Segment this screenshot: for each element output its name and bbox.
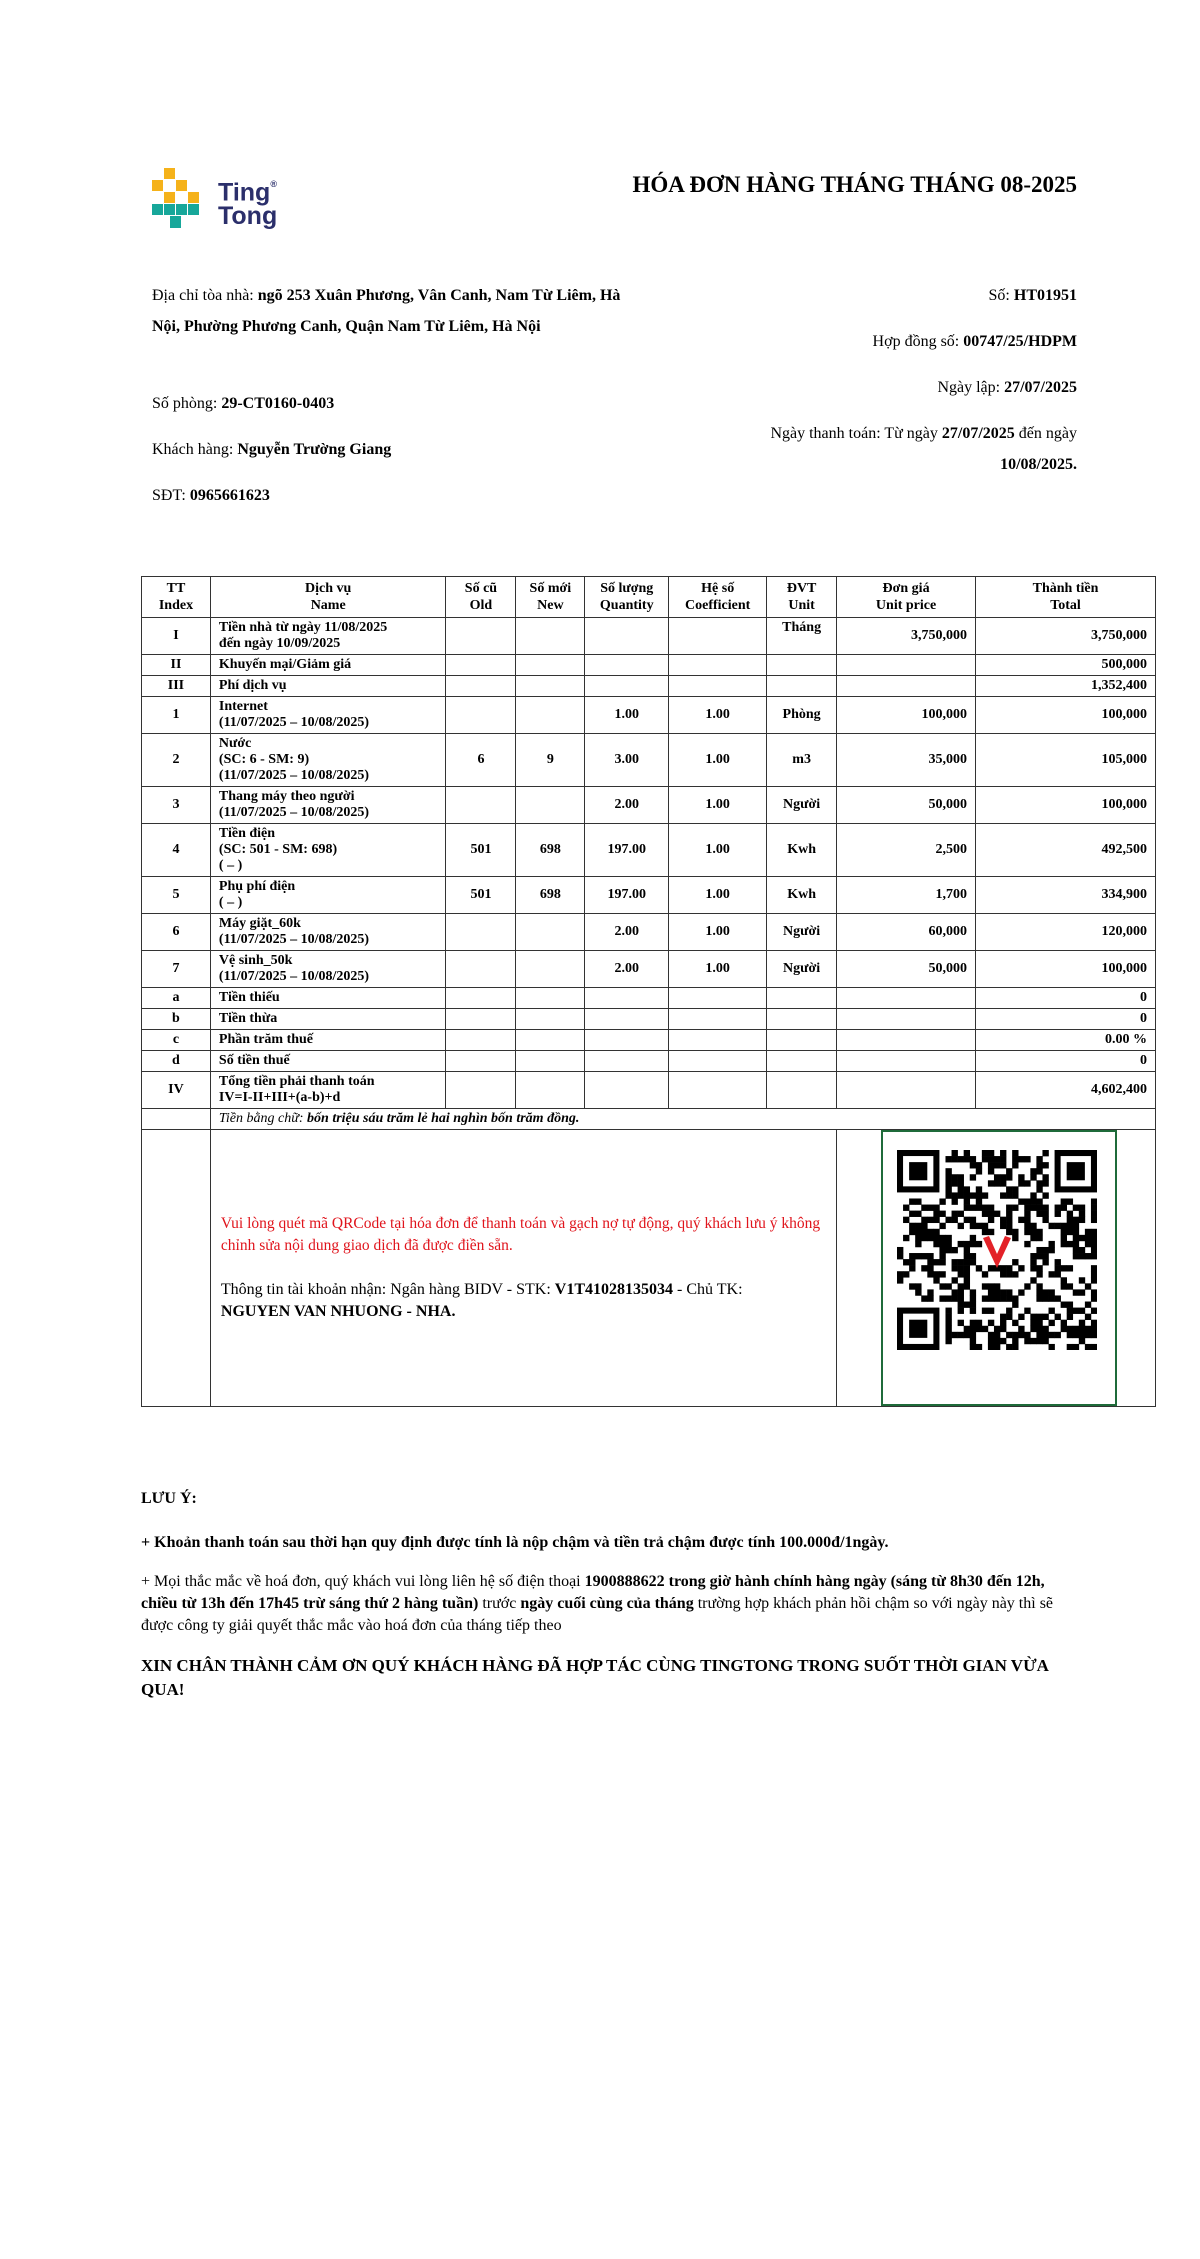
cell-unit <box>767 988 837 1009</box>
cell-name: Tiền nhà từ ngày 11/08/2025 đến ngày 10/09/2025 <box>210 618 446 655</box>
payment-period: Ngày thanh toán: Từ ngày 27/07/2025 đến ngày 10/08/2025. <box>770 425 1077 473</box>
customer-name: Khách hàng: Nguyễn Trường Giang <box>152 441 392 458</box>
cell-total: 0 <box>976 1009 1156 1030</box>
tingtong-logo-mark <box>150 168 214 230</box>
table-row <box>142 697 1156 734</box>
column-header: ĐVT Unit <box>767 577 837 618</box>
cell-price <box>837 988 976 1009</box>
qr-code[interactable] <box>881 1130 1117 1406</box>
invoice-number: Số: HT01951 <box>988 287 1077 304</box>
building-address: Địa chỉ tòa nhà: ngõ 253 Xuân Phương, Vân Canh, Nam Từ Liêm, Hà Nội, Phường Phương Canh, Quận Nam Từ Liêm, Hà Nội <box>152 287 621 335</box>
qr-code-icon <box>897 1150 1097 1350</box>
cell-old <box>446 1009 516 1030</box>
cell-total: 0.00 % <box>976 1030 1156 1051</box>
cell-qty: 197.00 <box>585 877 669 914</box>
cell-name: Tiền điện (SC: 501 - SM: 698) ( – ) <box>210 824 446 877</box>
invoice-title: HÓA ĐƠN HÀNG THÁNG THÁNG 08-2025 <box>632 172 1077 197</box>
cell-old <box>446 697 516 734</box>
cell-total: 334,900 <box>976 877 1156 914</box>
cell-old <box>446 787 516 824</box>
cell-coef: 1.00 <box>669 697 767 734</box>
cell-price: 35,000 <box>837 734 976 787</box>
cell-old: 501 <box>446 877 516 914</box>
table-row <box>142 877 1156 914</box>
cell-unit <box>767 1072 837 1109</box>
cell-price: 1,700 <box>837 877 976 914</box>
cell-total: 500,000 <box>976 655 1156 676</box>
cell-name: Phần trăm thuế <box>210 1030 446 1051</box>
invoice-table <box>141 576 1156 1407</box>
cell-old: 501 <box>446 824 516 877</box>
cell-coef <box>669 1072 767 1109</box>
cell-coef <box>669 676 767 697</box>
cell-new <box>516 1009 585 1030</box>
tingtong-logo <box>150 168 290 230</box>
cell-idx: 7 <box>142 951 211 988</box>
cell-coef: 1.00 <box>669 951 767 988</box>
cell-unit: Người <box>767 914 837 951</box>
cell-unit: Phòng <box>767 697 837 734</box>
cell-total: 4,602,400 <box>976 1072 1156 1109</box>
cell-old: 6 <box>446 734 516 787</box>
cell-idx: III <box>142 676 211 697</box>
cell-old <box>446 951 516 988</box>
cell-new <box>516 988 585 1009</box>
cell-qty <box>585 1030 669 1051</box>
payment-row <box>142 1130 1156 1407</box>
table-row <box>142 1051 1156 1072</box>
table-row <box>142 951 1156 988</box>
payment-info-cell <box>210 1130 836 1407</box>
cell-new <box>516 787 585 824</box>
cell-new <box>516 1051 585 1072</box>
cell-new <box>516 1030 585 1051</box>
cell-old <box>446 618 516 655</box>
cell-name: Tổng tiền phải thanh toán IV=I-II+III+(a-b)+d <box>210 1072 446 1109</box>
cell-total: 105,000 <box>976 734 1156 787</box>
cell-new <box>516 951 585 988</box>
amount-in-words: Tiền bằng chữ: bốn triệu sáu trăm lẻ hai nghìn bốn trăm đồng. <box>210 1109 1155 1130</box>
cell-coef: 1.00 <box>669 824 767 877</box>
cell-qty <box>585 1072 669 1109</box>
table-row <box>142 655 1156 676</box>
customer-phone: SĐT: 0965661623 <box>152 487 270 504</box>
notes-title: LƯU Ý: <box>141 1490 197 1507</box>
cell-unit: Kwh <box>767 824 837 877</box>
cell-coef <box>669 1051 767 1072</box>
column-header: Đơn giá Unit price <box>837 577 976 618</box>
thank-you-message: XIN CHÂN THÀNH CẢM ƠN QUÝ KHÁCH HÀNG ĐÃ HỢP TÁC CÙNG TINGTONG TRONG SUỐT THỜI GIAN VỪA QUA! <box>141 1656 1048 1699</box>
cell-price: 60,000 <box>837 914 976 951</box>
room-number: Số phòng: 29-CT0160-0403 <box>152 395 335 412</box>
cell-coef: 1.00 <box>669 734 767 787</box>
cell-unit: m3 <box>767 734 837 787</box>
brand-heart-icon <box>983 1236 1011 1268</box>
cell-qty <box>585 618 669 655</box>
cell-unit <box>767 1009 837 1030</box>
cell-name: Máy giặt_60k (11/07/2025 – 10/08/2025) <box>210 914 446 951</box>
cell-new <box>516 655 585 676</box>
cell-unit <box>767 676 837 697</box>
cell-new <box>516 618 585 655</box>
created-date: Ngày lập: 27/07/2025 <box>937 379 1077 396</box>
cell-qty: 2.00 <box>585 914 669 951</box>
cell-qty: 2.00 <box>585 787 669 824</box>
cell-new <box>516 914 585 951</box>
cell-old <box>446 1072 516 1109</box>
cell-qty: 2.00 <box>585 951 669 988</box>
cell-old <box>446 676 516 697</box>
amount-in-words-row <box>142 1109 1156 1130</box>
cell-price: 50,000 <box>837 787 976 824</box>
cell-idx: d <box>142 1051 211 1072</box>
notes-section <box>141 1488 1081 1719</box>
cell-price: 3,750,000 <box>837 618 976 655</box>
cell-old <box>446 914 516 951</box>
cell-idx: II <box>142 655 211 676</box>
cell-name: Khuyến mại/Giảm giá <box>210 655 446 676</box>
cell-name: Internet (11/07/2025 – 10/08/2025) <box>210 697 446 734</box>
cell-name: Tiền thừa <box>210 1009 446 1030</box>
column-header: Số cũ Old <box>446 577 516 618</box>
column-header: Dịch vụ Name <box>210 577 446 618</box>
cell-qty <box>585 988 669 1009</box>
table-row <box>142 988 1156 1009</box>
cell-coef <box>669 988 767 1009</box>
table-row <box>142 1030 1156 1051</box>
table-header-row <box>142 577 1156 618</box>
cell-price <box>837 1009 976 1030</box>
table-row <box>142 1009 1156 1030</box>
cell-total: 120,000 <box>976 914 1156 951</box>
cell-name: Số tiền thuế <box>210 1051 446 1072</box>
cell-coef: 1.00 <box>669 877 767 914</box>
cell-idx: 1 <box>142 697 211 734</box>
cell-total: 100,000 <box>976 951 1156 988</box>
cell-qty: 197.00 <box>585 824 669 877</box>
cell-price: 2,500 <box>837 824 976 877</box>
cell-name: Phí dịch vụ <box>210 676 446 697</box>
cell-old <box>446 1030 516 1051</box>
cell-qty: 3.00 <box>585 734 669 787</box>
cell-new <box>516 697 585 734</box>
cell-total: 0 <box>976 1051 1156 1072</box>
column-header: TT Index <box>142 577 211 618</box>
contract-number: Hợp đồng số: 00747/25/HDPM <box>872 333 1077 350</box>
cell-qty: 1.00 <box>585 697 669 734</box>
cell-old <box>446 988 516 1009</box>
cell-qty <box>585 676 669 697</box>
cell-idx: IV <box>142 1072 211 1109</box>
cell-coef <box>669 1009 767 1030</box>
qr-instruction: Vui lòng quét mã QRCode tại hóa đơn để thanh toán và gạch nợ tự động, quý khách lưu ý không chỉnh sửa nội dung giao dịch đã được điền sẵn. <box>220 1215 821 1254</box>
cell-unit <box>767 1030 837 1051</box>
cell-unit: Người <box>767 951 837 988</box>
cell-price <box>837 676 976 697</box>
cell-price <box>837 1030 976 1051</box>
cell-qty <box>585 655 669 676</box>
cell-total: 3,750,000 <box>976 618 1156 655</box>
column-header: Hệ số Coefficient <box>669 577 767 618</box>
cell-coef <box>669 1030 767 1051</box>
logo-wordmark: Ting® Tong <box>218 178 278 231</box>
column-header: Số lượng Quantity <box>585 577 669 618</box>
table-row <box>142 914 1156 951</box>
cell-idx: 4 <box>142 824 211 877</box>
cell-new <box>516 676 585 697</box>
table-row <box>142 734 1156 787</box>
cell-total: 100,000 <box>976 697 1156 734</box>
cell-total: 100,000 <box>976 787 1156 824</box>
cell-name: Vệ sinh_50k (11/07/2025 – 10/08/2025) <box>210 951 446 988</box>
cell-idx: 5 <box>142 877 211 914</box>
cell-price: 50,000 <box>837 951 976 988</box>
cell-idx: b <box>142 1009 211 1030</box>
cell-qty <box>585 1009 669 1030</box>
cell-unit: Kwh <box>767 877 837 914</box>
cell-price: 100,000 <box>837 697 976 734</box>
cell-total: 1,352,400 <box>976 676 1156 697</box>
late-fee-note: + Khoản thanh toán sau thời hạn quy định được tính là nộp chậm và tiền trả chậm được tính 100.000đ/1ngày. <box>141 1534 889 1551</box>
cell-coef: 1.00 <box>669 787 767 824</box>
cell-unit <box>767 1051 837 1072</box>
cell-new <box>516 1072 585 1109</box>
cell-idx: 3 <box>142 787 211 824</box>
cell-idx: 6 <box>142 914 211 951</box>
cell-name: Tiền thiếu <box>210 988 446 1009</box>
table-row <box>142 787 1156 824</box>
cell-new: 698 <box>516 824 585 877</box>
cell-idx: 2 <box>142 734 211 787</box>
cell-new: 698 <box>516 877 585 914</box>
cell-name: Phụ phí điện ( – ) <box>210 877 446 914</box>
cell-coef <box>669 655 767 676</box>
cell-price <box>837 1051 976 1072</box>
cell-coef: 1.00 <box>669 914 767 951</box>
bank-account-info: Thông tin tài khoản nhận: Ngân hàng BIDV - STK: V1T41028135034 - Chủ TK: NGUYEN VAN NHUONG - NHA. <box>220 1281 743 1320</box>
table-row <box>142 618 1156 655</box>
cell-price <box>837 655 976 676</box>
column-header: Thành tiền Total <box>976 577 1156 618</box>
cell-total: 492,500 <box>976 824 1156 877</box>
qr-cell <box>837 1130 1156 1407</box>
cell-unit: Tháng <box>767 618 837 655</box>
cell-idx: c <box>142 1030 211 1051</box>
cell-total: 0 <box>976 988 1156 1009</box>
cell-old <box>446 1051 516 1072</box>
cell-idx: I <box>142 618 211 655</box>
cell-price <box>837 1072 976 1109</box>
table-row <box>142 676 1156 697</box>
cell-qty <box>585 1051 669 1072</box>
contact-note: + Mọi thắc mắc về hoá đơn, quý khách vui lòng liên hệ số điện thoại 1900888622 trong giờ hành chính hàng ngày (sáng từ 8h30 đến 12h, chiều từ 13h đến 17h45 trừ sáng thứ 2 hàng tuần) trước ngày cuối cùng của tháng trường hợp khách phản hồi chậm so với ngày này thì sẽ được công ty giải quyết thắc mắc vào hoá đơn của tháng tiếp theo <box>141 1573 1054 1634</box>
column-header: Số mới New <box>516 577 585 618</box>
cell-name: Nước (SC: 6 - SM: 9) (11/07/2025 – 10/08/2025) <box>210 734 446 787</box>
cell-new: 9 <box>516 734 585 787</box>
table-row <box>142 1072 1156 1109</box>
cell-old <box>446 655 516 676</box>
cell-idx: a <box>142 988 211 1009</box>
table-row <box>142 824 1156 877</box>
cell-unit: Người <box>767 787 837 824</box>
cell-unit <box>767 655 837 676</box>
invoice-meta <box>597 280 1077 495</box>
cell-name: Thang máy theo người (11/07/2025 – 10/08/2025) <box>210 787 446 824</box>
cell-coef <box>669 618 767 655</box>
